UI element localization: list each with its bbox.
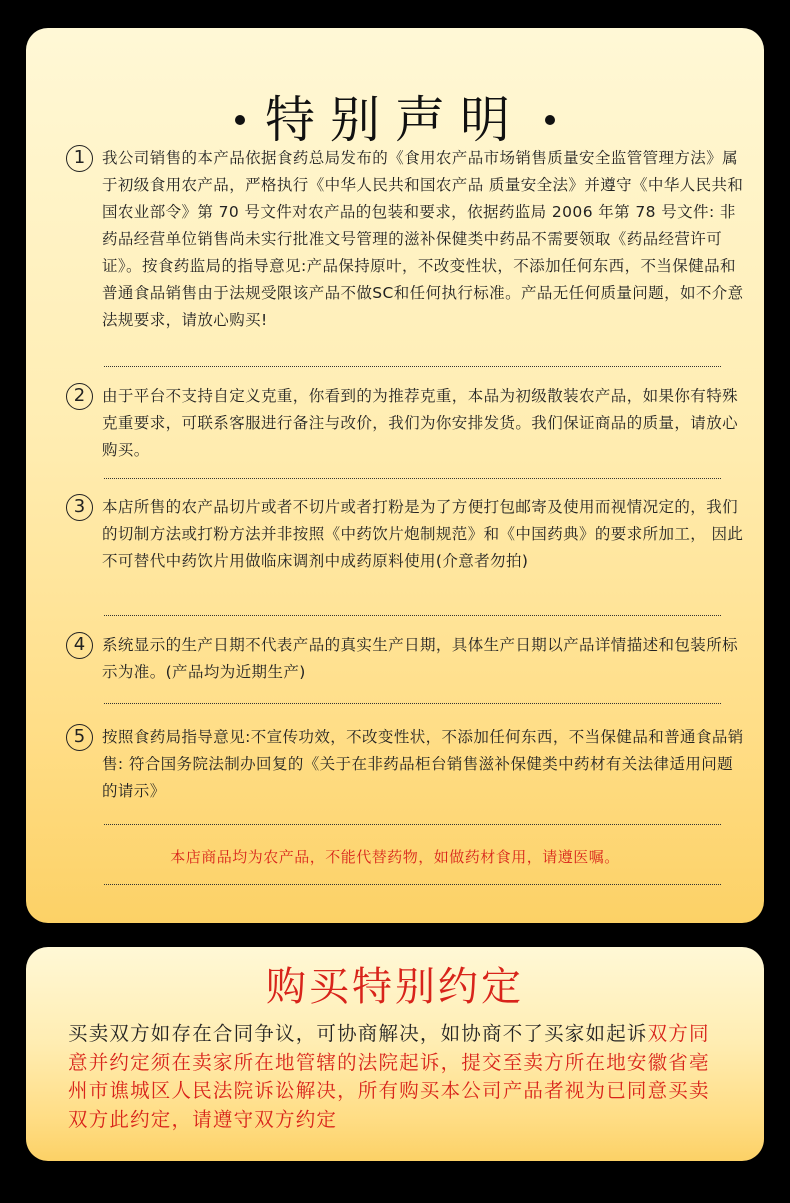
- declaration-item-text: 我公司销售的本产品依据食药总局发布的《食用农产品市场销售质量安全监管管理方法》属于初级食用农产品，严格执行《中华人民共和国农产品 质量安全法》并遵守《中华人民共和国农业部令》第 70 号文件对农产品的包装和要求，依据药监局 2006 年第 78 号文件: 非药品经营单位销售尚未实行批准文号管理的滋补保健类中药品不需要领取《药品经营许可证》。按食药监局的指导意见:产品保持原叶，不改变性状，不添加任何东西，不当保健品和普通食品销售由于法规受限该产品不做SC和任何执行标准。产品无任何质量问题，如不介意法规要求，请放心购买!: [102, 149, 744, 329]
- agreement-text: [68, 1020, 728, 1134]
- dotted-divider: [104, 884, 721, 885]
- item-number-badge: 4: [66, 632, 93, 659]
- title-dot-right: [545, 115, 555, 125]
- declaration-item-text: 系统显示的生产日期不代表产品的真实生产日期，具体生产日期以产品详情描述和包装所标示为准。(产品均为近期生产): [102, 636, 739, 681]
- declaration-title-text: 特别声明: [265, 91, 525, 149]
- dotted-divider: [104, 478, 721, 479]
- item-number-badge: 5: [66, 724, 93, 751]
- dotted-divider: [104, 615, 721, 616]
- item-number-badge: 2: [66, 383, 93, 410]
- dotted-divider: [104, 366, 721, 367]
- title-dot-left: [235, 115, 245, 125]
- dotted-divider: [104, 824, 721, 825]
- declaration-title: [26, 88, 764, 152]
- agreement-card: [26, 947, 764, 1161]
- declaration-card: [26, 28, 764, 923]
- declaration-item-text: 本店所售的农产品切片或者不切片或者打粉是为了方便打包邮寄及使用而视情况定的，我们的切制方法或打粉方法并非按照《中药饮片炮制规范》和《中国药典》的要求所加工， 因此不可替代中药饮片用做临床调剂中成药原料使用(介意者勿拍): [102, 498, 744, 570]
- item-number-badge: 3: [66, 494, 93, 521]
- agreement-text-red: 双方同意并约定须在卖家所在地管辖的法院起诉，提交至卖方所在地安徽省亳州市谯城区人民法院诉讼解决，所有购买本公司产品者视为已同意买卖双方此约定，请遵守双方约定: [68, 1022, 710, 1131]
- agreement-title: 购买特别约定: [266, 964, 524, 1010]
- declaration-item-text: 按照食药局指导意见:不宣传功效，不改变性状，不添加任何东西，不当保健品和普通食品销售: 符合国务院法制办回复的《关于在非药品柜台销售滋补保健类中药材有关法律适用问题的请示》: [102, 728, 744, 800]
- medical-notice: 本店商品均为农产品，不能代替药物，如做药材食用，请遵医嘱。: [170, 848, 620, 866]
- item-number-badge: 1: [66, 145, 93, 172]
- agreement-text-black: 买卖双方如存在合同争议，可协商解决，如协商不了买家如起诉: [68, 1022, 648, 1045]
- declaration-item-text: 由于平台不支持自定义克重，你看到的为推荐克重，本品为初级散装农产品，如果你有特殊克重要求，可联系客服进行备注与改价，我们为你安排发货。我们保证商品的质量，请放心购买。: [102, 387, 739, 459]
- dotted-divider: [104, 703, 721, 704]
